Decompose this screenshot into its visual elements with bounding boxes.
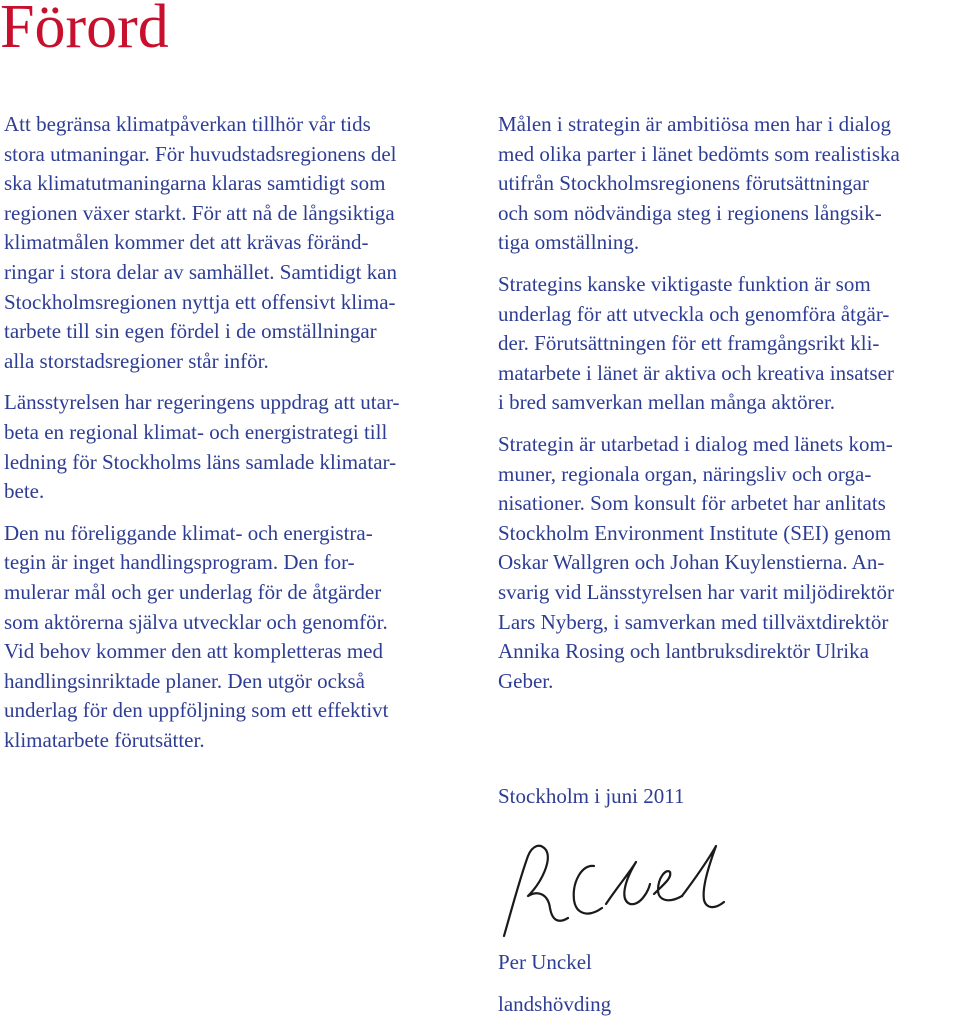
paragraph-dialogue [498,430,960,696]
text-line: utifrån Stockholmsregionens förutsättningar [498,171,869,196]
text-line: Strategins kanske viktigaste funktion är som [498,271,871,296]
text-line: ledning för Stockholms läns samlade klimatar- [4,449,397,474]
text-line: Annika Rosing och lantbruksdirektör Ulrika [498,639,869,664]
left-column [4,110,466,767]
text-line: Strategin är utarbetad i dialog med länets kom- [498,431,893,456]
signer-title: landshövding [498,992,612,1016]
text-line: alla storstadsregioner står inför. [4,348,269,373]
place-date: Stockholm i juni 2011 [498,784,685,808]
text-line: klimatmålen kommer det att krävas föränd- [4,230,369,255]
text-line: handlingsinriktade planer. Den utgör också [4,668,365,693]
text-line: der. Förutsättningen för ett framgångsrikt kli- [498,331,880,356]
text-line: regionen växer starkt. För att nå de långsiktiga [4,200,395,225]
text-line: nisationer. Som konsult för arbetet har anlitats [498,491,886,516]
page-title: Förord [0,0,169,61]
right-column [498,110,960,708]
paragraph-goals [498,110,960,258]
text-line: Geber. [498,668,554,693]
paragraph-function [498,270,960,418]
paragraph-strategy-scope [4,519,466,756]
text-line: Målen i strategin är ambitiösa men har i dialog [498,112,892,136]
text-line: Den nu föreliggande klimat- och energistra- [4,520,373,545]
text-line: underlag för den uppföljning som ett effektivt [4,698,389,723]
text-line: beta en regional klimat- och energistrategi till [4,419,388,444]
text-line: tiga omställning. [498,230,640,255]
text-line: som aktörerna själva utvecklar och genomför. [4,609,388,634]
paragraph-assignment [4,388,466,506]
text-line: och som nödvändiga steg i regionens långsik- [498,200,882,225]
text-line: Stockholm Environment Institute (SEI) genom [498,520,892,545]
text-line: matarbete i länet är aktiva och kreativa insatser [498,360,894,385]
text-line: underlag för att utveckla och genomföra åtgär- [498,301,890,326]
text-line: Lars Nyberg, i samverkan med tillväxtdirektör [498,609,889,634]
text-line: tarbete till sin egen fördel i de omställningar [4,319,377,344]
text-line: tegin är inget handlingsprogram. Den for- [4,550,355,575]
text-line: med olika parter i länet bedömts som realistiska [498,141,900,166]
text-line: muner, regionala organ, näringsliv och orga- [498,461,872,486]
text-line: svarig vid Länsstyrelsen har varit miljödirektör [498,579,894,604]
signer-name: Per Unckel [498,950,592,974]
text-line: stora utmaningar. För huvudstadsregionens del [4,141,397,166]
text-line: Stockholmsregionen nyttja ett offensivt klima- [4,289,396,314]
text-line: Vid behov kommer den att kompletteras med [4,639,383,664]
text-line: klimatarbete förutsätter. [4,727,205,752]
handwritten-signature [498,838,738,938]
text-line: ringar i stora delar av samhället. Samtidigt kan [4,259,398,284]
paragraph-intro [4,110,466,376]
text-line: Länsstyrelsen har regeringens uppdrag att utar- [4,390,400,415]
text-line: Att begränsa klimatpåverkan tillhör vår tids [4,112,371,136]
text-line: mulerar mål och ger underlag för de åtgärder [4,579,382,604]
text-line: Oskar Wallgren och Johan Kuylenstierna. An- [498,550,885,575]
text-line: bete. [4,479,45,504]
text-line: ska klimatutmaningarna klaras samtidigt som [4,171,386,196]
text-line: i bred samverkan mellan många aktörer. [498,390,836,415]
